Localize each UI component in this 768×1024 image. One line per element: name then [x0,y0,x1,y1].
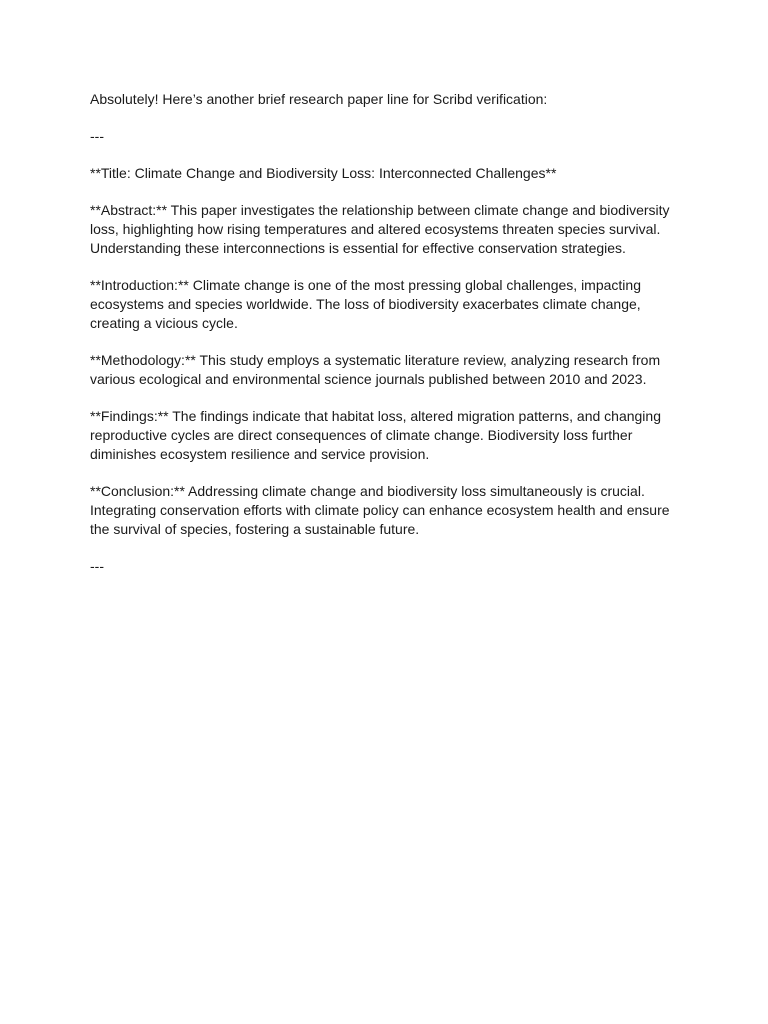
intro-line: Absolutely! Here’s another brief research paper line for Scribd verification: [90,91,548,107]
introduction-paragraph: **Introduction:** Climate change is one of the most pressing global challenges, impacting ecosystems and species worldwide. The loss of biodiversity exacerbates climate change, creating a vicious cycle. [90,277,641,331]
document-body [90,90,680,594]
conclusion-paragraph: **Conclusion:** Addressing climate change and biodiversity loss simultaneously is crucial. Integrating conservation efforts with climate policy can enhance ecosystem health and ensure the survival of species, fostering a sustainable future. [90,483,670,537]
findings-paragraph: **Findings:** The findings indicate that habitat loss, altered migration patterns, and changing reproductive cycles are direct consequences of climate change. Biodiversity loss further diminishes ecosystem resilience and service provision. [90,408,661,462]
separator-top: --- [90,128,104,144]
methodology-paragraph: **Methodology:** This study employs a systematic literature review, analyzing research from various ecological and environmental science journals published between 2010 and 2023. [90,352,661,387]
abstract-paragraph: **Abstract:** This paper investigates the relationship between climate change and biodiversity loss, highlighting how rising temperatures and altered ecosystems threaten species survival. Understanding these interconnections is essential for effective conservation strategies. [90,202,670,256]
separator-bottom: --- [90,558,104,574]
title-line: **Title: Climate Change and Biodiversity Loss: Interconnected Challenges** [90,165,557,181]
